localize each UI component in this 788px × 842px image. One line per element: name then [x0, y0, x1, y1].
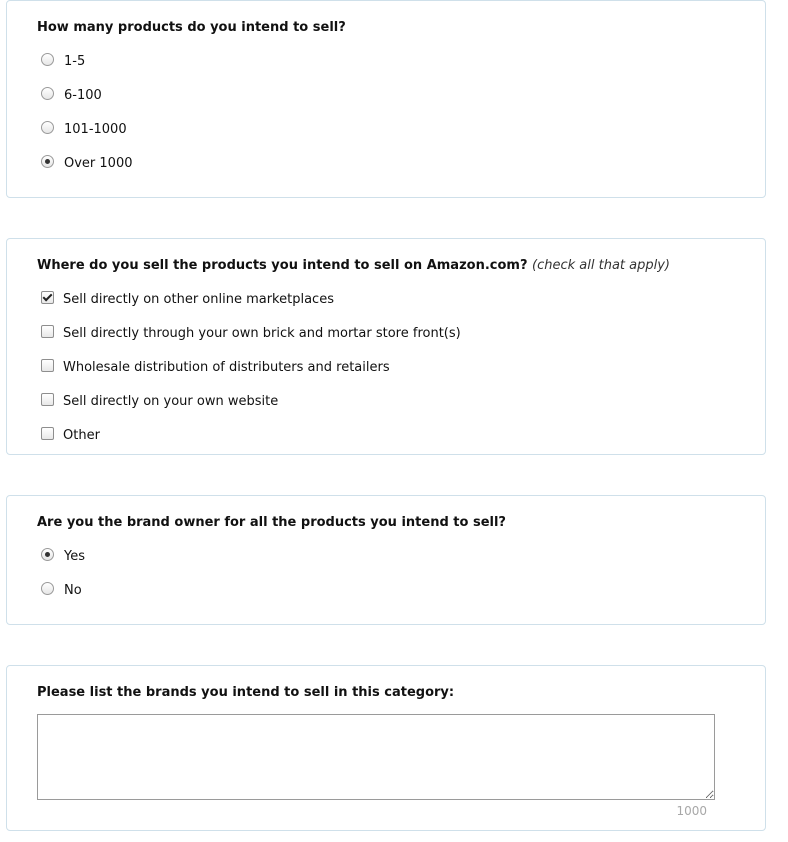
option-over-1000[interactable] [41, 156, 133, 171]
option-label: 1-5 [64, 54, 86, 69]
option-label: No [64, 583, 82, 598]
option-6-100[interactable] [41, 88, 102, 103]
radio-6-100[interactable] [41, 87, 54, 100]
option-own-website[interactable] [41, 394, 278, 409]
option-label: Sell directly on your own website [63, 394, 279, 409]
checkbox-own-website[interactable] [41, 393, 54, 406]
brand-owner-question: Are you the brand owner for all the products you intend to sell? [37, 515, 506, 530]
option-label: 6-100 [64, 88, 102, 103]
checkbox-wholesale[interactable] [41, 359, 54, 372]
option-label: Sell directly through your own brick and mortar store front(s) [63, 326, 461, 341]
option-label: Sell directly on other online marketplaces [63, 292, 334, 307]
option-other[interactable] [41, 428, 100, 443]
radio-1-5[interactable] [41, 53, 54, 66]
option-label: 101-1000 [64, 122, 127, 137]
checkbox-online-marketplaces[interactable] [41, 291, 54, 304]
sales-channels-question [37, 258, 670, 273]
option-label: Wholesale distribution of distributers and retailers [63, 360, 390, 375]
option-label: Other [63, 428, 100, 443]
products-count-panel [6, 0, 766, 198]
brands-textarea[interactable] [37, 714, 715, 800]
checkbox-brick-and-mortar[interactable] [41, 325, 54, 338]
checkbox-other[interactable] [41, 427, 54, 440]
radio-101-1000[interactable] [41, 121, 54, 134]
option-101-1000[interactable] [41, 122, 127, 137]
brand-owner-panel [6, 495, 766, 625]
option-brick-and-mortar[interactable] [41, 326, 461, 341]
radio-no[interactable] [41, 582, 54, 595]
option-1-5[interactable] [41, 54, 85, 69]
sales-channels-panel [6, 238, 766, 455]
sales-channels-question-text: Where do you sell the products you intend to sell on Amazon.com? [37, 258, 528, 273]
check-all-hint: (check all that apply) [532, 258, 670, 273]
option-label: Yes [64, 549, 85, 564]
radio-yes[interactable] [41, 548, 54, 561]
brands-list-question: Please list the brands you intend to sell in this category: [37, 685, 455, 700]
option-yes[interactable] [41, 549, 85, 564]
character-counter: 1000 [676, 804, 707, 818]
option-label: Over 1000 [64, 156, 133, 171]
option-online-marketplaces[interactable] [41, 292, 334, 307]
brands-list-panel [6, 665, 766, 831]
option-no[interactable] [41, 583, 82, 598]
option-wholesale[interactable] [41, 360, 390, 375]
radio-over-1000[interactable] [41, 155, 54, 168]
products-count-question: How many products do you intend to sell? [37, 20, 346, 35]
